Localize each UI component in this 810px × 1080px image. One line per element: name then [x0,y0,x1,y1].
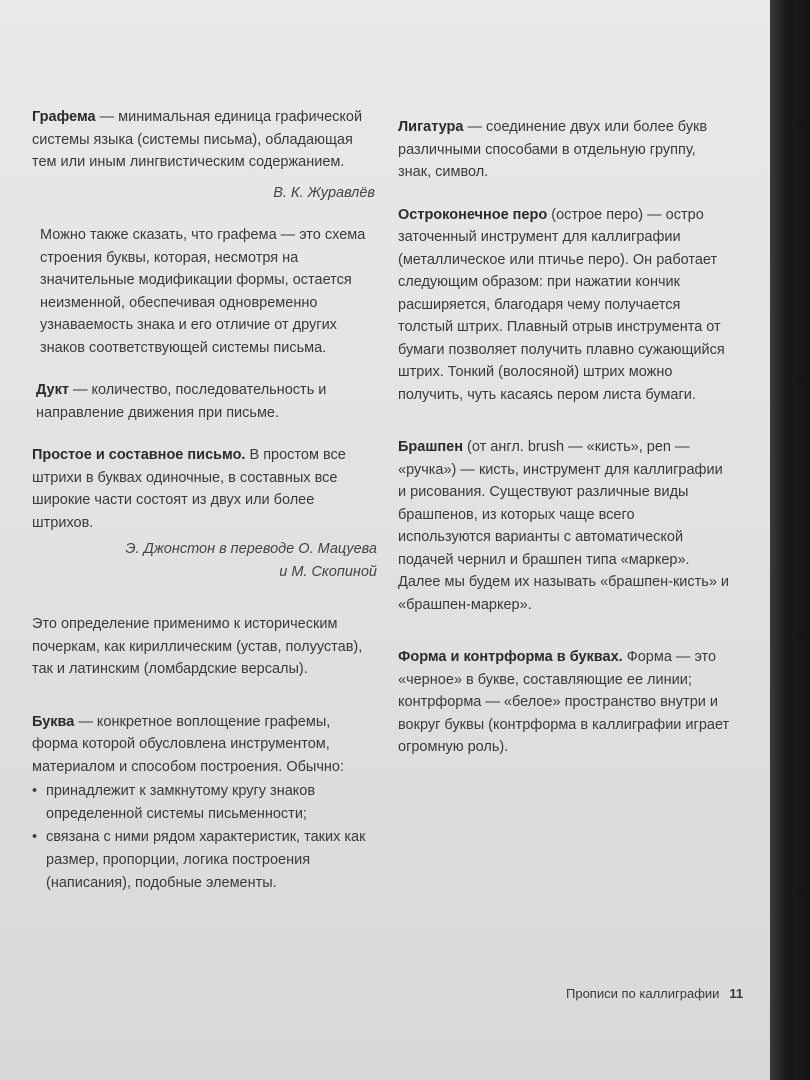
grapheme-extra-paragraph: Можно также сказать, что графема — это схема строения буквы, которая, несмотря на значительные модификации формы, остается неизменной, обеспечивая одновременно узнаваемость знака и его отличие от других знаков соответствующей системы письма. [40,227,366,356]
list-item: • принадлежит к замкнутому кругу знаков определенной системы письменности; [32,780,377,826]
letter-term: Буква [32,713,75,730]
right-column [398,116,730,759]
page-edge-shadow [770,0,810,1080]
form-counterform-term: Форма и контрформа в буквах. [398,649,623,665]
letter-definition [32,711,377,779]
grapheme-text: — минимальная единица графической системы языка (системы письма), обладающая тем или иным лингвистическим содержанием. [32,109,363,170]
left-column [32,106,377,895]
simple-composite-text: В простом все штрихи в буквах одиночные, в составных все широкие части состоят из двух или более штрихов. [32,447,346,531]
brushpen-definition [398,436,730,616]
letter-bullet-list [32,780,377,895]
grapheme-attribution: В. К. Журавлёв [273,184,375,201]
definition-note-paragraph: Это определение применимо к историческим почеркам, как кириллическим (устав, полуустав), так и латинским (ломбардские версалы). [32,616,363,677]
simple-composite-term: Простое и составное письмо. [32,447,246,463]
simple-composite-attribution-1: Э. Джонстон в переводе О. Мацуева [125,541,377,557]
brushpen-text: (от англ. brush — «кисть», pen — «ручка») — кисть, инструмент для каллиграфии и рисования. Существуют различные виды брашпенов, из которых чаще всего используются варианты с автоматической подачей чернил и брашпен типа «маркер». Далее мы будем их называть «брашпен-кисть» и «брашпен-маркер». [398,439,730,613]
footer-title: Прописи по каллиграфии [566,986,720,1001]
form-counterform-definition [398,646,730,759]
page-footer [566,986,743,1001]
grapheme-term: Графема [32,109,96,125]
form-counterform-text: Форма — это «черное» в букве, составляющие ее линии; контрформа — «белое» пространство внутри и вокруг буквы (контрформа в каллиграфии играет огромную роль). [398,649,730,755]
letter-text: — конкретное воплощение графемы, форма которой обусловлена инструментом, материалом и способом построения. Обычно: [32,713,344,775]
ligature-term: Лигатура [398,119,464,135]
brushpen-term: Брашпен [398,439,464,455]
duct-term: Дукт [36,382,69,398]
page-number: 11 [729,986,744,1001]
list-item: • связана с ними рядом характеристик, таких как размер, пропорции, логика построения (написания), подобные элементы. [32,826,377,895]
pointed-pen-term: Остроконечное перо [398,206,548,223]
pointed-pen-text: (острое перо) — остро заточенный инструмент для каллиграфии (металлическое или птичье перо). Он работает следующим образом: при нажатии кончик расширяется, благодаря чему получается толстый штрих. Плавный отрыв инструмента от бумаги позволяет получить плавно сужающийся штрих. Тонкий (волосяной) штрих можно получить, чуть касаясь пером листа бумаги. [398,206,725,403]
ligature-text: — соединение двух или более букв различными способами в отдельную группу, знак, символ. [398,119,708,180]
duct-definition [32,379,377,424]
grapheme-definition [32,106,377,174]
pointed-pen-definition [398,204,730,407]
duct-text: — количество, последовательность и направление движения при письме. [36,382,327,421]
simple-composite-definition [32,444,377,534]
ligature-definition [398,116,730,184]
simple-composite-attribution-2: и М. Скопиной [279,563,377,580]
